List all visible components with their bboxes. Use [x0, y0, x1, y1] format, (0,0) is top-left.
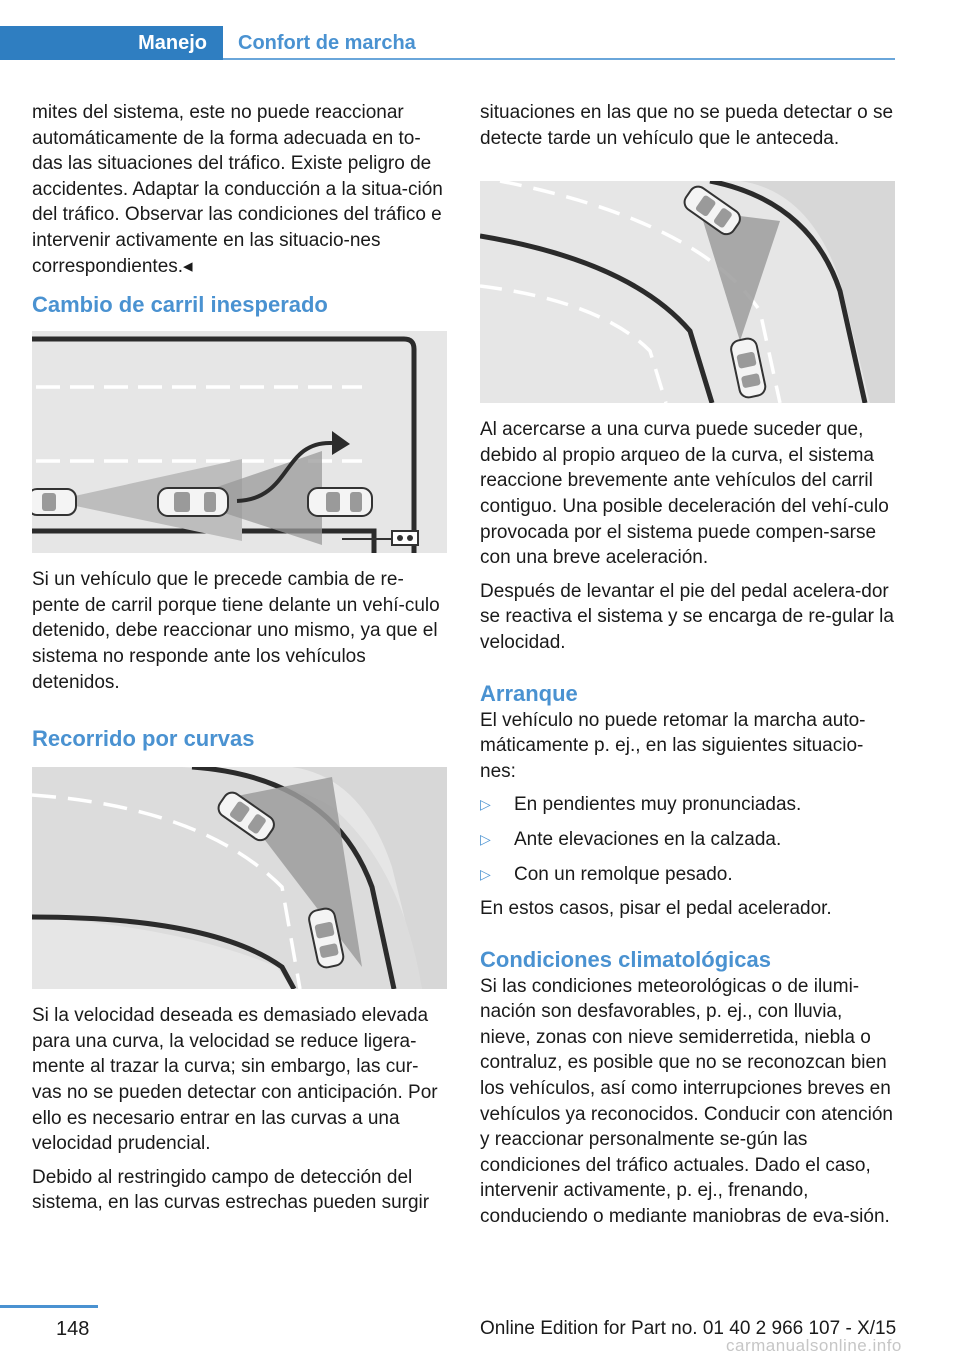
section-tab-confort-de-marcha[interactable]: Confort de marcha: [238, 31, 416, 54]
footer-accent-bar: [0, 1305, 98, 1308]
paragraph-curve-adjacent-lane: Al acercarse a una curva puede suceder que, debido al propio arqueo de la curva, el sistema reaccione brevemente ante vehículos del carril contiguo. Una posible deceleración del vehí‐culo provocada por el sistema puede compen‐sarse con una breve aceleración.: [480, 419, 889, 569]
adjacent-lane-curve-illustration: [480, 181, 895, 403]
paragraph-curves-detection: Debido al restringido campo de detección del sistema, en las curvas estrechas pueden surgir: [32, 1166, 430, 1214]
list-item: ▷ Con un remolque pesado.: [480, 862, 895, 888]
curve-driving-illustration: [32, 767, 447, 989]
paragraph-press-accelerator: En estos casos, pisar el pedal acelerador.: [480, 898, 832, 920]
header-divider: [223, 58, 895, 60]
left-column: [32, 100, 447, 1224]
paragraph-start: El vehículo no puede retomar la marcha auto‐máticamente p. ej., en las siguientes situacio‐nes:: [480, 709, 866, 782]
right-column: [480, 100, 895, 1238]
heading-lane-change: Cambio de carril inesperado: [32, 292, 328, 318]
paragraph-weather: Si las condiciones meteorológicas o de ilumi‐nación son desfavorables, p. ej., con lluvia, nieve, zonas con nieve semiderretida, niebla o contraluz, es posible que no se reconozcan bien los vehículos, así como interrupciones breves en vehículos ya reconocidos. Conducir con atención y reaccionar personalmente se‐gún las condiciones del tráfico actuales. Dado el caso, intervenir activamente, p. ej., frenando, conduciendo o mediante maniobras de eva‐sión.: [480, 975, 893, 1228]
paragraph-accelerator-release: Después de levantar el pie del pedal acelera‐dor se reactiva el sistema y se encarga de re‐gular la velocidad.: [480, 580, 894, 653]
heading-weather: Condiciones climatológicas: [480, 946, 771, 972]
triangle-bullet-icon: ▷: [480, 865, 491, 882]
section-tab-manejo[interactable]: Manejo: [0, 26, 223, 60]
edition-note: Online Edition for Part no. 01 40 2 966 107 - X/15: [480, 1318, 897, 1339]
lane-change-illustration: [32, 331, 447, 553]
heading-curves: Recorrido por curvas: [32, 726, 255, 752]
triangle-bullet-icon: ▷: [480, 830, 491, 847]
paragraph-continuation: situaciones en las que no se pueda detectar o se detecte tarde un vehículo que le anteceda.: [480, 102, 894, 149]
paragraph-lane-change: Si un vehículo que le precede cambia de re‐pente de carril porque tiene delante un vehí‐culo detenido, debe reaccionar uno mismo, ya que el sistema no responde ante los vehículos detenidos.: [32, 569, 440, 693]
list-item: ▷ En pendientes muy pronunciadas.: [480, 792, 895, 818]
page-header: [0, 26, 960, 66]
watermark: carmanualsonline.info: [726, 1336, 902, 1355]
paragraph-system-limits: mites del sistema, este no puede reaccionar automáticamente de la forma adecuada en to‐das las situaciones del tráfico. Existe peligro de accidentes. Adaptar la conducción a la situa‐ción del tráfico. Observar las condiciones del tráfico e intervenir activamente en las situacio‐nes correspondientes.◂: [32, 102, 443, 277]
heading-start: Arranque: [480, 680, 578, 706]
page-number: 148: [56, 1318, 90, 1340]
paragraph-curves-speed: Si la velocidad deseada es demasiado elevada para una curva, la velocidad se reduce ligera‐mente al trazar la curva; sin embargo, las cur‐vas no se pueden detectar con anticipación. Por ello es necesario entrar en las curvas a una velocidad prudencial.: [32, 1005, 438, 1155]
list-item: ▷ Ante elevaciones en la calzada.: [480, 827, 895, 853]
triangle-bullet-icon: ▷: [480, 796, 491, 813]
start-conditions-list: [480, 792, 895, 887]
